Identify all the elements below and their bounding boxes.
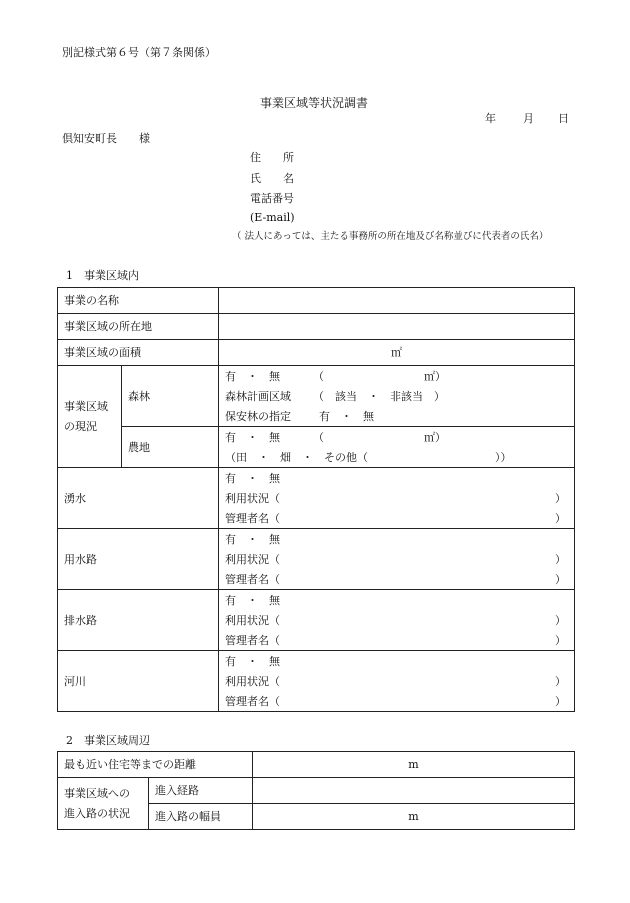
document-title: 事業区域等状況調書 (260, 96, 369, 110)
farmland-label: 農地 (122, 427, 219, 468)
applicant-name-label: 氏 名 (250, 172, 294, 185)
river-manager-close: ） (555, 695, 566, 708)
spring-water-label: 湧水 (58, 468, 219, 529)
river-field[interactable] (219, 651, 575, 712)
spring-water-presence[interactable]: 有 ・ 無 (225, 472, 280, 485)
river-presence[interactable]: 有 ・ 無 (225, 655, 280, 668)
access-route-label: 進入経路 (149, 778, 253, 804)
irrigation-channel-presence[interactable]: 有 ・ 無 (225, 533, 280, 546)
section1-heading: 1 事業区域内 (66, 269, 139, 282)
nearest-residence-unit: m (408, 758, 419, 771)
area-label: 事業区域の面積 (58, 340, 219, 366)
forest-plan-area-label: 森林計画区域 (225, 390, 291, 403)
applicant-address-label: 住 所 (250, 151, 294, 164)
site-status-label-line2: の現況 (64, 419, 97, 433)
river-manager-label: 管理者名（ (225, 695, 280, 708)
irrigation-channel-usage-label: 利用状況（ (225, 553, 280, 566)
area-field[interactable] (219, 340, 575, 366)
date-day-label: 日 (558, 112, 569, 125)
section1-table (57, 287, 575, 712)
business-name-field[interactable] (219, 288, 575, 314)
spring-water-usage-close: ） (555, 492, 566, 505)
access-route-field[interactable] (253, 778, 575, 804)
date-year-label: 年 (485, 112, 496, 125)
form-reference: 別記様式第６号（第７条関係） (62, 46, 216, 59)
river-label: 河川 (58, 651, 219, 712)
applicant-phone-label: 電話番号 (250, 192, 294, 205)
addressee: 倶知安町長 様 (62, 132, 150, 145)
farmland-area-unit: ㎡） (424, 431, 446, 444)
business-name-label: 事業の名称 (58, 288, 219, 314)
protection-forest-options[interactable]: 有 ・ 無 (319, 410, 374, 423)
drainage-channel-manager-close: ） (555, 634, 566, 647)
spring-water-manager-close: ） (555, 512, 566, 525)
area-unit: ㎡ (391, 346, 402, 359)
access-road-status-label (58, 778, 149, 830)
location-label: 事業区域の所在地 (58, 314, 219, 340)
spring-water-usage-label: 利用状況（ (225, 492, 280, 505)
forest-field[interactable] (219, 366, 575, 427)
nearest-residence-label: 最も近い住宅等までの距離 (58, 752, 253, 778)
drainage-channel-manager-label: 管理者名（ (225, 634, 280, 647)
river-usage-close: ） (555, 675, 566, 688)
date-month-label: 月 (523, 112, 534, 125)
drainage-channel-field[interactable] (219, 590, 575, 651)
irrigation-channel-manager-close: ） (555, 573, 566, 586)
farmland-type-close: ）） (495, 451, 512, 464)
access-road-status-label-line1: 事業区域への (64, 786, 130, 800)
protection-forest-label: 保安林の指定 (225, 410, 291, 423)
section2-table (57, 751, 575, 830)
farmland-presence[interactable]: 有 ・ 無 (225, 431, 280, 444)
spring-water-field[interactable] (219, 468, 575, 529)
forest-area-open: （ (313, 370, 324, 383)
farmland-type-options[interactable]: （田 ・ 畑 ・ その他（ (225, 451, 368, 464)
forest-presence[interactable]: 有 ・ 無 (225, 370, 280, 383)
nearest-residence-field[interactable] (253, 752, 575, 778)
drainage-channel-presence[interactable]: 有 ・ 無 (225, 594, 280, 607)
applicant-email-label: (E-mail) (250, 211, 295, 224)
access-road-width-unit: m (408, 810, 419, 823)
forest-label: 森林 (122, 366, 219, 427)
drainage-channel-label: 排水路 (58, 590, 219, 651)
farmland-area-open: （ (313, 431, 324, 444)
drainage-channel-usage-label: 利用状況（ (225, 614, 280, 627)
spring-water-manager-label: 管理者名（ (225, 512, 280, 525)
access-road-status-label-line2: 進入路の状況 (64, 806, 130, 820)
applicant-note: （ 法人にあっては、主たる事務所の所在地及び名称並びに代表者の氏名） (232, 231, 549, 242)
site-status-label (58, 366, 122, 468)
location-field[interactable] (219, 314, 575, 340)
drainage-channel-usage-close: ） (555, 614, 566, 627)
access-road-width-field[interactable] (253, 804, 575, 830)
forest-area-unit: ㎡） (424, 370, 446, 383)
farmland-field[interactable] (219, 427, 575, 468)
forest-plan-area-options[interactable]: （ 該当 ・ 非該当 ） (313, 390, 445, 403)
irrigation-channel-field[interactable] (219, 529, 575, 590)
site-status-label-line1: 事業区域 (64, 399, 108, 413)
access-road-width-label: 進入路の幅員 (149, 804, 253, 830)
irrigation-channel-manager-label: 管理者名（ (225, 573, 280, 586)
irrigation-channel-usage-close: ） (555, 553, 566, 566)
irrigation-channel-label: 用水路 (58, 529, 219, 590)
section2-heading: 2 事業区域周辺 (66, 734, 150, 747)
river-usage-label: 利用状況（ (225, 675, 280, 688)
